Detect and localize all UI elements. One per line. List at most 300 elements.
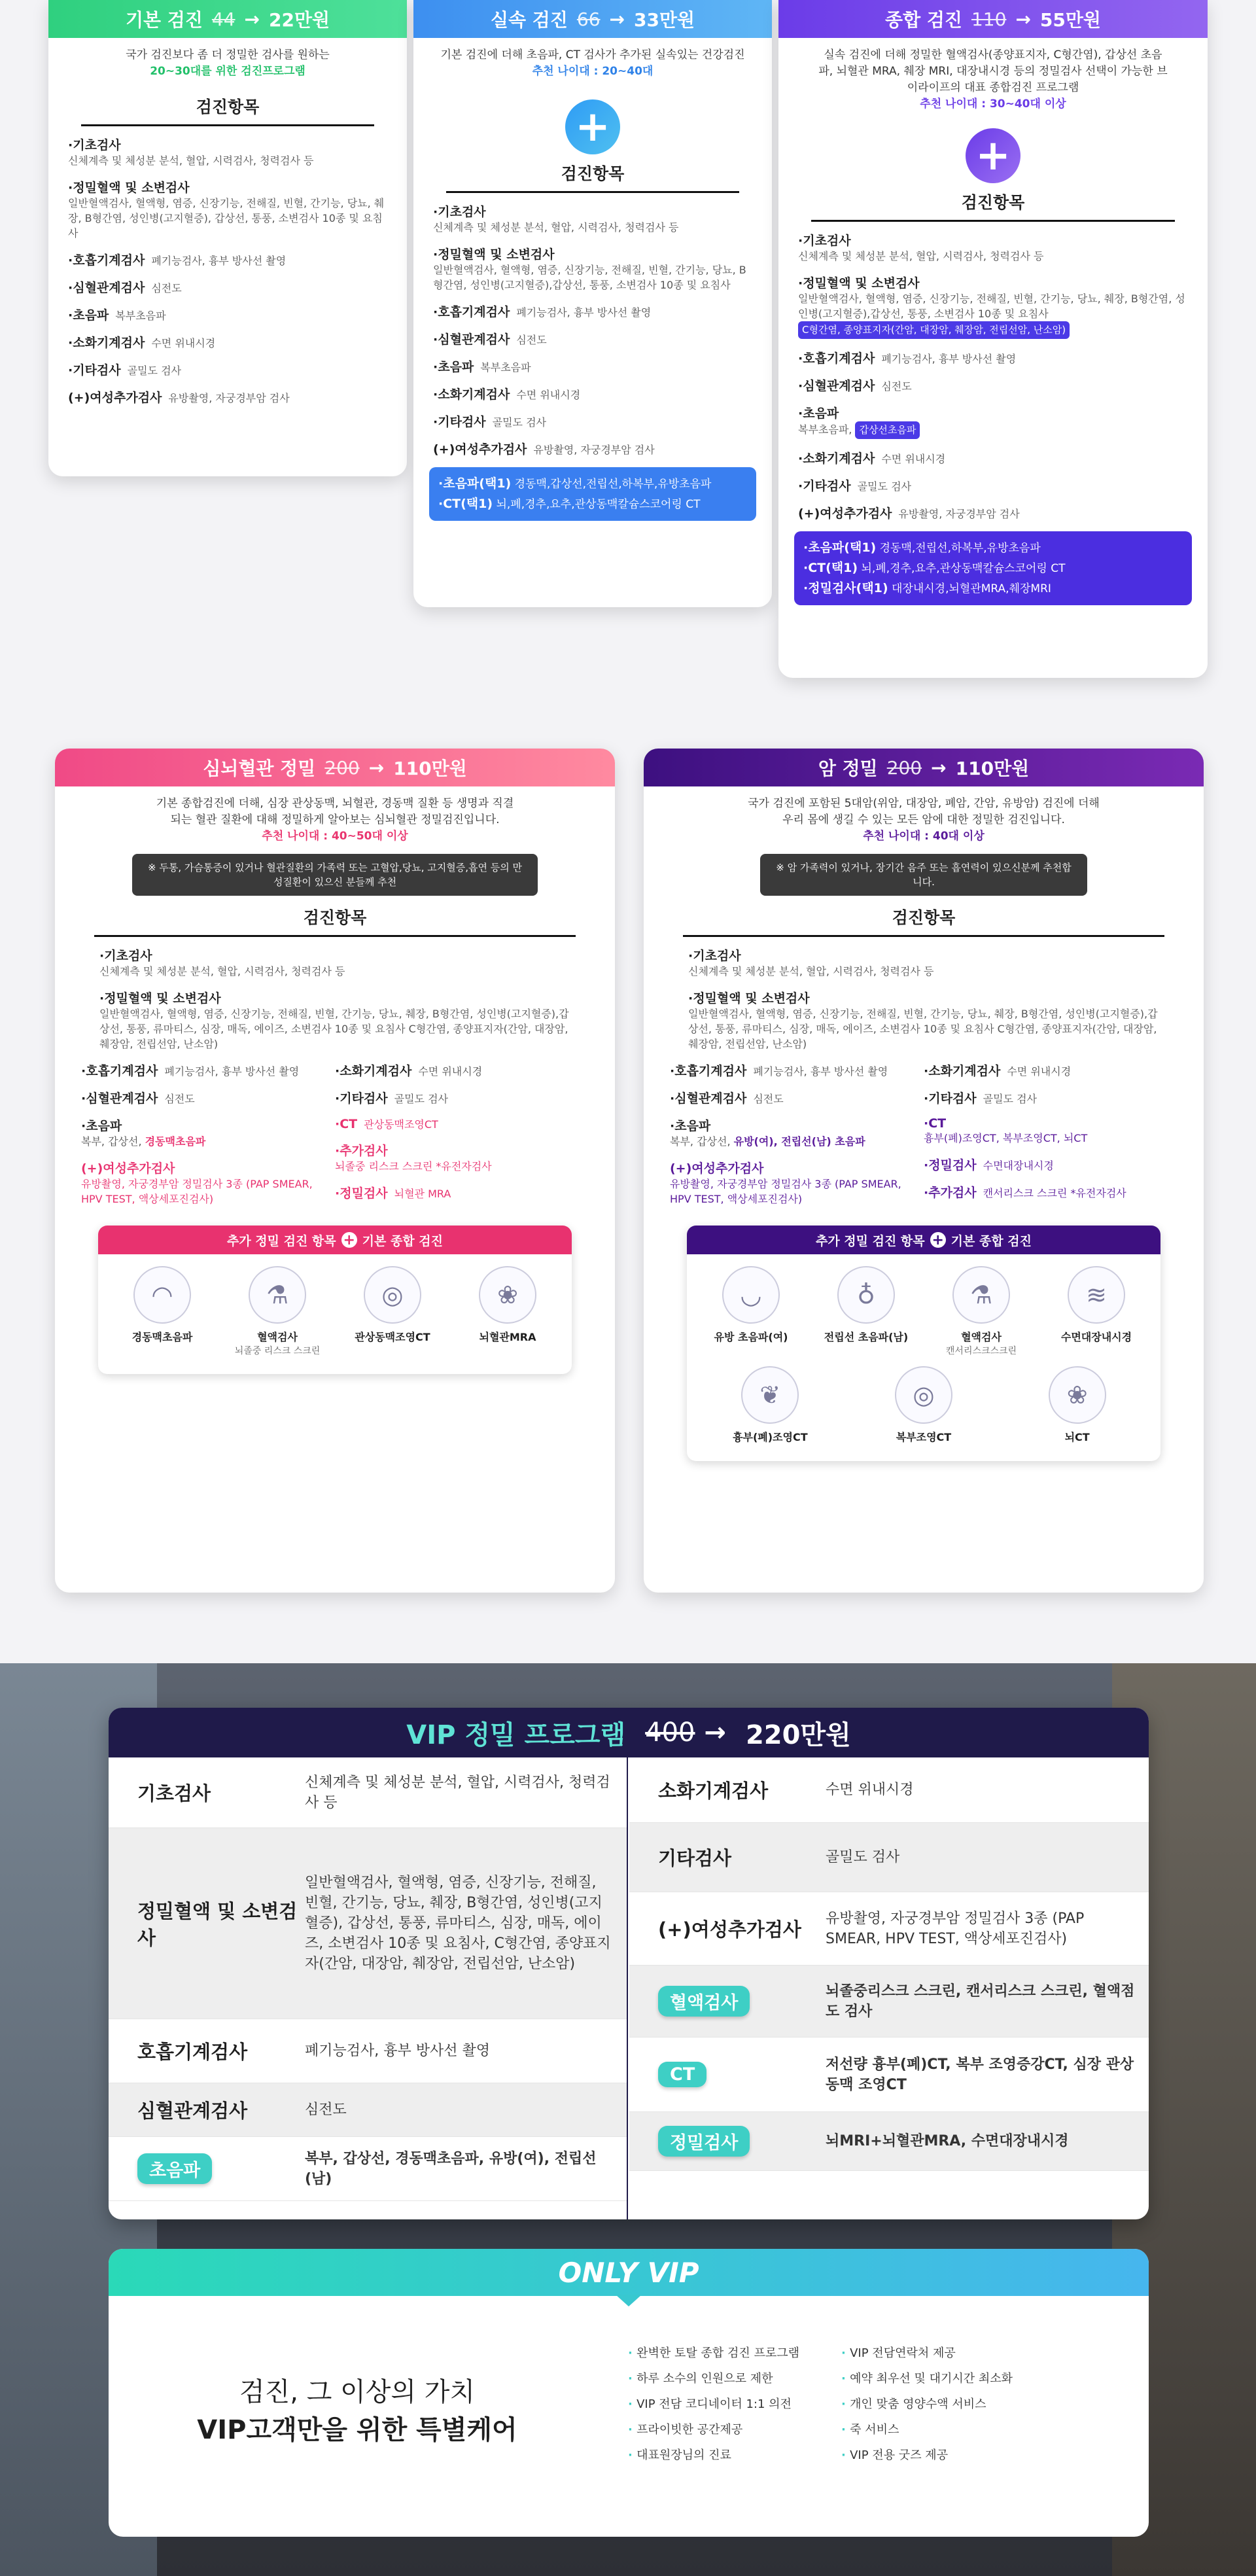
exam-name: 관상동맥조영CT xyxy=(355,1331,430,1343)
item-desc: 심전도 xyxy=(151,282,182,294)
item-title: ·기타검사 골밀도 검사 xyxy=(798,479,912,493)
checkup-item xyxy=(81,1089,335,1106)
recommend-note: ※ 두통, 가슴통증이 있거나 혈관질환의 가족력 또는 고혈압,당뇨, 고지혈증,흡연 등의 만성질환이 있으신 분들께 추천 xyxy=(132,854,538,896)
item-list xyxy=(55,946,615,1051)
target-age: 추천 나이대 : 40대 이상 xyxy=(863,830,985,843)
item-title: ·호흡기계검사 폐기능검사, 흉부 방사선 촬영 xyxy=(433,305,652,319)
vip-row xyxy=(629,1966,1149,2038)
vip-value: 신체계측 및 체성분 분석, 혈압, 시력검사, 청력검사 등 xyxy=(305,1774,610,1811)
exam-name: 유방 초음파(여) xyxy=(714,1331,788,1343)
vip-value: 유방촬영, 자궁경부암 정밀검사 3종 (PAP SMEAR, HPV TEST, 액상세포진검사) xyxy=(826,1910,1085,1947)
exam-name: 흉부(폐)조영CT xyxy=(733,1431,808,1443)
ct-scanner-icon: ◎ xyxy=(895,1366,952,1424)
old-price: 200 xyxy=(324,756,360,779)
vip-title: VIP 정밀 프로그램 xyxy=(406,1720,626,1750)
plus-circle-icon: + xyxy=(930,1232,946,1248)
target-age: 추천 나이대 : 30~40대 이상 xyxy=(920,97,1066,111)
checkup-item xyxy=(48,333,407,351)
checkup-item xyxy=(81,1159,335,1207)
exam-icon-item xyxy=(113,1266,211,1357)
vip-value: 수면 위내시경 xyxy=(826,1782,914,1798)
item-title: ·정밀혈액 및 소변검사 xyxy=(99,991,221,1006)
optional-item xyxy=(438,494,747,514)
item-desc: 골밀도 검사 xyxy=(857,480,912,493)
item-title: ·정밀혈액 및 소변검사 xyxy=(688,991,810,1006)
vip-row xyxy=(629,1823,1149,1892)
old-price: 200 xyxy=(886,756,922,779)
item-title: ·소화기계검사 수면 위내시경 xyxy=(68,336,216,350)
checkup-item xyxy=(48,278,407,296)
item-title: ·정밀검사 수면대장내시경 xyxy=(924,1158,1054,1173)
benefit-item: · 예약 최우선 및 대기시간 최소화 xyxy=(841,2366,1013,2391)
checkup-item xyxy=(413,302,772,320)
target-age: 추천 나이대 : 40~50대 이상 xyxy=(262,830,408,843)
item-desc: 흉부(폐)조영CT, 복부조영CT, 뇌CT xyxy=(924,1132,1088,1144)
optional-item xyxy=(803,578,1183,599)
benefit-list-2 xyxy=(841,2340,1013,2468)
vip-value: 저선량 흉부(폐)CT, 복부 조영증강CT, 심장 관상동맥 조영CT xyxy=(826,2056,1134,2093)
item-desc: 폐기능검사, 흉부 방사선 촬영 xyxy=(881,353,1017,365)
card-title: 종합 검진 xyxy=(885,9,962,31)
section-title: 검진항목 xyxy=(94,905,576,937)
checkup-item xyxy=(778,376,1208,394)
item-desc: 일반혈액검사, 혈액형, 염증, 신장기능, 전해질, 빈혈, 간기능, 당뇨, 췌장, B형간염, 성인병(고지혈증),갑상선, 통풍, 류마티스, 심장, 매독, 에이즈, 소변검사 10종 및 요침사 C형간염, 종양표지자(간암, 대장암, 췌장암, 전립선암, 난소암) xyxy=(99,1008,569,1050)
item-desc: 수면대장내시경 xyxy=(983,1159,1054,1172)
intestine-icon: ≋ xyxy=(1068,1266,1125,1324)
item-title: ·기초검사 xyxy=(798,234,851,248)
checkup-item xyxy=(924,1061,1178,1079)
checkup-item xyxy=(80,946,590,979)
icon-row xyxy=(98,1254,572,1374)
exam-name: 혈액검사 xyxy=(257,1331,298,1343)
exam-name: 뇌혈관MRA xyxy=(479,1331,536,1343)
vip-row xyxy=(109,2137,627,2201)
checkup-item xyxy=(335,1116,589,1131)
item-desc: 일반혈액검사, 혈액형, 염증, 신장기능, 전해질, 빈혈, 간기능, 당뇨, 췌장, B형간염, 성인병(고지혈증),갑상선, 통풍, 류마티스, 심장, 매독, 에이즈, 소변검사 10종 및 요침사 C형간염, 종양표지자(간암, 대장암, 췌장암, 전립선암, 난소암) xyxy=(688,1008,1158,1050)
checkup-item xyxy=(778,449,1208,467)
vip-row xyxy=(109,1757,627,1828)
additional-tests-box xyxy=(98,1226,572,1374)
old-price: 44 xyxy=(211,8,236,30)
item-title: ·호흡기계검사 폐기능검사, 흉부 방사선 촬영 xyxy=(68,253,287,268)
vip-row xyxy=(629,2038,1149,2112)
item-title: ·정밀혈액 및 소변검사 xyxy=(798,276,920,291)
ct-scanner-icon: ◎ xyxy=(364,1266,421,1324)
only-vip-header: ONLY VIP xyxy=(109,2249,1149,2296)
optional-title: ·CT(택1) xyxy=(803,561,858,575)
item-list xyxy=(48,135,407,406)
checkup-item xyxy=(48,251,407,268)
item-title: ·소화기계검사 수면 위내시경 xyxy=(335,1064,483,1078)
item-desc: 골밀도 검사 xyxy=(983,1093,1038,1105)
benefit-list-1 xyxy=(628,2340,799,2468)
basic-checkup-card xyxy=(48,0,407,476)
vip-key: 소화기계검사 xyxy=(658,1780,769,1802)
item-title: ·기타검사 골밀도 검사 xyxy=(924,1091,1038,1106)
item-desc: 관상동맥조영CT xyxy=(364,1118,438,1131)
exam-icon-item xyxy=(817,1266,915,1357)
additional-tests-header: 추가 정밀 검진 항목 + 기본 종합 검진 xyxy=(687,1226,1160,1254)
checkup-item xyxy=(335,1061,589,1079)
target-age: 추천 나이대 : 20~40대 xyxy=(532,65,654,78)
exam-icon-item xyxy=(702,1266,800,1357)
vip-row xyxy=(109,2019,627,2083)
item-desc: 신체계측 및 체성분 분석, 혈압, 시력검사, 청력검사 등 xyxy=(68,154,314,167)
item-desc: 복부초음파 xyxy=(480,361,531,374)
item-title: ·소화기계검사 수면 위내시경 xyxy=(433,387,581,402)
item-desc: 신체계측 및 체성분 분석, 혈압, 시력검사, 청력검사 등 xyxy=(433,221,679,234)
checkup-item xyxy=(413,412,772,430)
checkup-item xyxy=(335,1184,589,1201)
right-column xyxy=(335,1061,589,1216)
prostate-icon: ♁ xyxy=(837,1266,895,1324)
neck-icon: ◠ xyxy=(133,1266,191,1324)
exam-name: 수면대장내시경 xyxy=(1060,1331,1132,1343)
item-title: ·소화기계검사 수면 위내시경 xyxy=(924,1064,1072,1078)
item-desc: 골밀도 검사 xyxy=(394,1093,449,1105)
item-title: ·기초검사 xyxy=(99,949,152,963)
highlight-text: 경동맥초음파 xyxy=(145,1135,206,1148)
checkup-item xyxy=(48,306,407,323)
item-desc: 복부, 갑상선, 유방(여), 전립선(남) 초음파 xyxy=(670,1135,865,1148)
item-title: ·CT 관상동맥조영CT xyxy=(335,1117,438,1131)
solid-checkup-card xyxy=(413,0,772,607)
header-pointer xyxy=(616,2295,642,2306)
card-intro: 국가 검진에 포함된 5대암(위암, 대장암, 폐암, 간암, 유방암) 검진에 더해 우리 몸에 생길 수 있는 모든 암에 대한 정밀한 검진입니다. 추천 나이대 : 40대 이상 xyxy=(644,786,1204,845)
checkup-item xyxy=(80,989,590,1051)
optional-title: ·초음파(택1) xyxy=(438,476,512,491)
benefit-item: · 프라이빗한 공간제공 xyxy=(628,2417,799,2443)
item-desc: 일반혈액검사, 혈액형, 염증, 신장기능, 전해질, 빈혈, 간기능, 당뇨, 췌장, B형간염, 성인병(고지혈증), 갑상선, 통풍, 소변검사 10종 및 요침사 xyxy=(68,197,385,239)
checkup-item xyxy=(669,989,1179,1051)
vip-left-column xyxy=(109,1757,628,2219)
vip-tag: 혈액검사 xyxy=(658,1986,750,2017)
card-intro: 국가 검진보다 좀 더 정밀한 검사를 원하는 20~30대를 위한 검진프로그램 xyxy=(48,38,407,80)
item-desc: 심전도 xyxy=(753,1093,784,1105)
item-desc: 일반혈액검사, 혈액형, 염증, 신장기능, 전해질, 빈혈, 간기능, 당뇨, B형간염, 성인병(고지혈증),갑상선, 통풍, 소변검사 10종 및 요침사 xyxy=(433,264,746,291)
vip-key xyxy=(629,1986,826,2017)
item-title: ·심혈관계검사 심전도 xyxy=(433,332,547,347)
item-desc: 수면 위내시경 xyxy=(418,1065,483,1078)
benefit-item: · 하루 소수의 인원으로 제한 xyxy=(628,2366,799,2391)
lungs-icon: ❦ xyxy=(741,1366,799,1424)
item-title: ·정밀혈액 및 소변검사 xyxy=(68,181,190,195)
checkup-item xyxy=(413,202,772,235)
basic-card-header: 기본 검진 44 → 22만원 xyxy=(48,0,407,38)
target-age: 20~30대를 위한 검진프로그램 xyxy=(150,65,305,78)
item-desc: 복부초음파 xyxy=(115,309,166,322)
brain-icon: ❀ xyxy=(479,1266,536,1324)
item-desc: 수면 위내시경 xyxy=(516,389,581,401)
checkup-item xyxy=(413,330,772,347)
item-desc: 폐기능검사, 흉부 방사선 촬영 xyxy=(516,306,652,319)
vip-tag: 초음파 xyxy=(137,2153,212,2184)
old-price: 400 xyxy=(645,1718,695,1748)
checkup-item xyxy=(924,1116,1178,1146)
item-title: ·초음파 xyxy=(81,1119,122,1133)
vip-key: 정밀혈액 및 소변검사 xyxy=(137,1899,298,1949)
cancer-checkup-card xyxy=(644,749,1204,1593)
optional-desc: 뇌,폐,경추,요추,관상동맥칼슘스코어링 CT xyxy=(493,498,701,511)
new-price: 55만원 xyxy=(1039,9,1101,31)
new-price: 33만원 xyxy=(634,9,695,31)
checkup-item xyxy=(924,1089,1178,1106)
vip-key xyxy=(629,2062,826,2087)
vip-row xyxy=(109,2083,627,2137)
cancer-card-header: 암 정밀 200 → 110만원 xyxy=(644,749,1204,786)
additional-tests-box xyxy=(687,1226,1160,1461)
item-title: ·호흡기계검사 폐기능검사, 흉부 방사선 촬영 xyxy=(798,351,1017,366)
exam-icon-item xyxy=(1047,1266,1145,1357)
vip-tag: 정밀검사 xyxy=(658,2126,750,2157)
highlight-text: 유방(여), 전립선(남) 초음파 xyxy=(733,1135,865,1148)
checkup-item xyxy=(778,476,1208,494)
benefit-item: · VIP 전담 코디네이터 1:1 의전 xyxy=(628,2391,799,2417)
test-tube-icon: ⚗ xyxy=(952,1266,1010,1324)
checkup-item xyxy=(670,1061,924,1079)
checkup-item xyxy=(670,1089,924,1106)
checkup-item xyxy=(413,245,772,292)
item-desc: 수면 위내시경 xyxy=(881,453,946,465)
vip-row xyxy=(109,1828,627,2019)
item-title: ·심혈관계검사 심전도 xyxy=(68,281,182,295)
vip-header: VIP 정밀 프로그램 400 → 220만원 xyxy=(109,1708,1149,1757)
section-title: 검진항목 xyxy=(811,190,1175,222)
vip-key: 호흡기계검사 xyxy=(137,2041,248,2063)
optional-item xyxy=(803,538,1183,558)
checkup-item xyxy=(48,178,407,241)
optional-desc: 경동맥,갑상선,전립선,하복부,유방초음파 xyxy=(511,478,712,491)
brain-icon: ❀ xyxy=(1049,1366,1106,1424)
item-title: ·기타검사 골밀도 검사 xyxy=(433,415,547,429)
vip-row xyxy=(629,2112,1149,2171)
item-desc: 신체계측 및 체성분 분석, 혈압, 시력검사, 청력검사 등 xyxy=(99,965,345,978)
item-desc: 심전도 xyxy=(881,380,912,393)
optional-box xyxy=(429,467,756,521)
exam-icon-item xyxy=(343,1266,442,1357)
item-title: ·초음파 xyxy=(670,1119,711,1133)
optional-item xyxy=(438,474,747,494)
benefit-item: · 대표원장님의 진료 xyxy=(628,2443,799,2468)
item-columns xyxy=(55,1061,615,1216)
item-desc: 유방촬영, 자궁경부암 정밀검사 3종 (PAP SMEAR, HPV TEST, 액상세포진검사) xyxy=(81,1178,313,1205)
vip-value: 심전도 xyxy=(305,2102,347,2118)
vip-key: 심혈관계검사 xyxy=(137,2100,248,2122)
item-title: ·정밀혈액 및 소변검사 xyxy=(433,247,555,262)
item-list xyxy=(778,231,1208,521)
card-title: 실속 검진 xyxy=(490,9,568,31)
total-card-header: 종합 검진 110 → 55만원 xyxy=(778,0,1208,38)
item-title: ·CT xyxy=(924,1116,947,1131)
benefit-item: · 개인 맞춤 영양수액 서비스 xyxy=(841,2391,1013,2417)
checkup-item xyxy=(670,1159,924,1207)
new-price: 22만원 xyxy=(269,9,330,31)
optional-title: ·CT(택1) xyxy=(438,497,493,511)
item-title: ·호흡기계검사 폐기능검사, 흉부 방사선 촬영 xyxy=(670,1064,888,1078)
item-desc: 복부초음파, 갑상선초음파 xyxy=(798,421,1188,439)
section-title: 검진항목 xyxy=(683,905,1164,937)
optional-desc: 경동맥,전립선,하복부,유방초음파 xyxy=(876,542,1041,555)
item-desc: 캔서리스크 스크린 *유전자검사 xyxy=(983,1187,1126,1199)
item-desc: 심전도 xyxy=(164,1093,195,1105)
item-title: ·추가검사 xyxy=(335,1144,388,1158)
exam-sub: 캔서리스크스크린 xyxy=(945,1346,1017,1356)
old-price: 66 xyxy=(576,8,601,30)
card-title: 기본 검진 xyxy=(125,9,203,31)
item-title: ·기초검사 xyxy=(68,138,121,152)
item-desc: 복부, 갑상선, 경동맥초음파 xyxy=(81,1135,206,1148)
solid-card-header: 실속 검진 66 → 33만원 xyxy=(413,0,772,38)
vip-key xyxy=(109,2153,305,2184)
item-title: ·심혈관계검사 심전도 xyxy=(670,1091,784,1106)
highlight-pill: 갑상선초음파 xyxy=(855,421,920,439)
item-list xyxy=(644,946,1204,1051)
new-price: 220만원 xyxy=(745,1720,851,1750)
optional-title: ·정밀검사(택1) xyxy=(803,581,888,595)
exam-name: 경동맥초음파 xyxy=(131,1331,193,1343)
plus-circle-icon: + xyxy=(341,1232,357,1248)
cardio-checkup-card xyxy=(55,749,615,1593)
left-column xyxy=(670,1061,924,1216)
vip-key: (+)여성추가검사 xyxy=(658,1918,801,1941)
additional-tests-header: 추가 정밀 검진 항목 + 기본 종합 검진 xyxy=(98,1226,572,1254)
benefit-item: · 완벽한 토탈 종합 검진 프로그램 xyxy=(628,2340,799,2366)
checkup-item xyxy=(81,1116,335,1149)
checkup-item xyxy=(413,440,772,457)
item-desc: 폐기능검사, 흉부 방사선 촬영 xyxy=(753,1065,888,1078)
vip-value: 복부, 갑상선, 경동맥초음파, 유방(여), 전립선(남) xyxy=(305,2150,597,2187)
checkup-item xyxy=(778,273,1208,339)
breast-icon: ◡ xyxy=(722,1266,780,1324)
item-desc: 유방촬영, 자궁경부암 검사 xyxy=(168,392,290,404)
item-columns xyxy=(644,1061,1204,1216)
item-desc: 유방촬영, 자궁경부암 검사 xyxy=(533,444,655,456)
checkup-item xyxy=(413,385,772,402)
checkup-item xyxy=(924,1183,1178,1201)
item-desc: 유방촬영, 자궁경부암 정밀검사 3종 (PAP SMEAR, HPV TEST, 액상세포진검사) xyxy=(670,1178,901,1205)
checkup-item xyxy=(670,1116,924,1149)
item-desc: 뇌혈관 MRA xyxy=(394,1188,451,1200)
checkup-item xyxy=(924,1156,1178,1173)
item-list xyxy=(413,202,772,457)
vip-value: 뇌MRI+뇌혈관MRA, 수면대장내시경 xyxy=(826,2133,1069,2149)
new-price: 110만원 xyxy=(393,758,467,779)
item-desc: 유방촬영, 자궁경부암 검사 xyxy=(898,508,1020,520)
item-title: ·기초검사 xyxy=(688,949,741,963)
exam-icon-item xyxy=(228,1266,326,1357)
benefit-item: · 죽 서비스 xyxy=(841,2417,1013,2443)
vip-value: 골밀도 검사 xyxy=(826,1849,900,1865)
exam-name: 복부조영CT xyxy=(896,1431,952,1443)
item-title: ·기타검사 골밀도 검사 xyxy=(68,363,182,378)
vip-key xyxy=(629,2126,826,2157)
exam-icon-item xyxy=(459,1266,557,1357)
cardio-card-header: 심뇌혈관 정밀 200 → 110만원 xyxy=(55,749,615,786)
total-checkup-card xyxy=(778,0,1208,678)
item-desc: 골밀도 검사 xyxy=(127,364,182,377)
item-title: ·추가검사 캔서리스크 스크린 *유전자검사 xyxy=(924,1186,1126,1200)
optional-box xyxy=(794,531,1192,605)
item-desc: 일반혈액검사, 혈액형, 염증, 신장기능, 전해질, 빈혈, 간기능, 당뇨, 췌장, B형간염, 성인병(고지혈증),갑상선, 통풍, 소변검사 10종 및 요침사 C형간염, 종양표지자(간암, 대장암, 췌장암, 전립선암, 난소암) xyxy=(798,291,1188,339)
slogan: 검진, 그 이상의 가치 VIP고객만을 위한 특별케어 xyxy=(197,2377,517,2445)
optional-desc: 대장내시경,뇌혈관MRA,췌장MRI xyxy=(888,582,1051,595)
section-title: 검진항목 xyxy=(446,161,739,193)
section-title: 검진항목 xyxy=(81,94,374,126)
test-tube-icon: ⚗ xyxy=(249,1266,306,1324)
benefit-item: · VIP 전담연락처 제공 xyxy=(841,2340,1013,2366)
item-title: (+)여성추가검사 유방촬영, 자궁경부암 검사 xyxy=(433,442,655,457)
only-vip-card xyxy=(109,2249,1149,2537)
checkup-item xyxy=(48,135,407,168)
checkup-item xyxy=(335,1141,589,1174)
item-title: ·심혈관계검사 심전도 xyxy=(798,379,912,393)
card-title: 암 정밀 xyxy=(818,758,878,779)
item-desc: 신체계측 및 체성분 분석, 혈압, 시력검사, 청력검사 등 xyxy=(798,250,1044,262)
item-title: (+)여성추가검사 유방촬영, 자궁경부암 검사 xyxy=(798,506,1020,521)
exam-name: 전립선 초음파(남) xyxy=(824,1331,909,1343)
vip-row xyxy=(629,1757,1149,1823)
checkup-item xyxy=(778,404,1208,439)
checkup-item xyxy=(81,1061,335,1079)
optional-desc: 뇌,폐,경추,요추,관상동맥칼슘스코어링 CT xyxy=(858,562,1066,575)
highlight-pill: C형간염, 종양표지자(간암, 대장암, 췌장암, 전립선암, 난소암) xyxy=(798,321,1070,339)
exam-icon-item xyxy=(1028,1366,1126,1444)
item-desc: 심전도 xyxy=(516,334,547,346)
item-desc: 수면 위내시경 xyxy=(151,337,216,349)
item-desc: 폐기능검사, 흉부 방사선 촬영 xyxy=(151,255,287,267)
vip-key: 기초검사 xyxy=(137,1782,211,1805)
item-title: ·호흡기계검사 폐기능검사, 흉부 방사선 촬영 xyxy=(81,1064,300,1078)
recommend-note: ※ 암 가족력이 있거나, 장기간 음주 또는 흡연력이 있으신분께 추천합니다. xyxy=(760,854,1087,896)
exam-name: 혈액검사 xyxy=(961,1331,1002,1343)
checkup-item xyxy=(335,1089,589,1106)
checkup-item xyxy=(778,231,1208,264)
item-title: (+)여성추가검사 유방촬영, 자궁경부암 검사 xyxy=(68,391,290,405)
item-title: ·초음파 복부초음파 xyxy=(433,360,531,374)
vip-value: 폐기능검사, 흉부 방사선 촬영 xyxy=(305,2043,490,2059)
vip-right-column xyxy=(629,1757,1149,2171)
checkup-item xyxy=(778,504,1208,521)
item-title: ·소화기계검사 수면 위내시경 xyxy=(798,451,946,466)
exam-sub: 뇌졸중 리스크 스크린 xyxy=(234,1346,321,1356)
optional-title: ·초음파(택1) xyxy=(803,540,877,555)
checkup-item xyxy=(48,388,407,406)
item-title: ·초음파 복부초음파 xyxy=(68,308,166,323)
exam-icon-item xyxy=(875,1366,973,1444)
item-title: ·정밀검사 뇌혈관 MRA xyxy=(335,1186,451,1201)
new-price: 110만원 xyxy=(955,758,1030,779)
card-intro: 기본 검진에 더해 초음파, CT 검사가 추가된 실속있는 건강검진 추천 나이대 : 20~40대 xyxy=(413,38,772,80)
vip-value: 일반혈액검사, 혈액형, 염증, 신장기능, 전해질, 빈혈, 간기능, 당뇨, 췌장, B형간염, 성인병(고지혈증), 갑상선, 통풍, 류마티스, 심장, 매독, 에이즈, 소변검사 10종 및 요침사, C형간염, 종양표지자(간암, 대장암, 췌장암, 전립선암, 난소암) xyxy=(305,1875,611,1972)
exam-name: 뇌CT xyxy=(1064,1431,1090,1443)
vip-key: 기타검사 xyxy=(658,1847,732,1869)
item-title: (+)여성추가검사 xyxy=(670,1161,764,1176)
vip-tag: CT xyxy=(658,2062,706,2087)
checkup-item xyxy=(669,946,1179,979)
checkup-item xyxy=(778,349,1208,366)
old-price: 110 xyxy=(971,8,1007,30)
vip-row xyxy=(629,1892,1149,1966)
item-title: (+)여성추가검사 xyxy=(81,1161,175,1176)
right-column xyxy=(924,1061,1178,1216)
checkup-item xyxy=(413,357,772,375)
item-title: ·초음파 xyxy=(798,406,839,421)
card-intro: 기본 종합검진에 더해, 심장 관상동맥, 뇌혈관, 경동맥 질환 등 생명과 직결되는 혈관 질환에 대해 정밀하게 알아보는 심뇌혈관 정밀검진입니다. 추천 나이대 : 40~50대 이상 xyxy=(55,786,615,845)
optional-item xyxy=(803,558,1183,578)
item-desc: 뇌졸중 리스크 스크린 *유전자검사 xyxy=(335,1160,492,1173)
icon-row xyxy=(687,1254,1160,1461)
item-title: ·기타검사 골밀도 검사 xyxy=(335,1091,449,1106)
